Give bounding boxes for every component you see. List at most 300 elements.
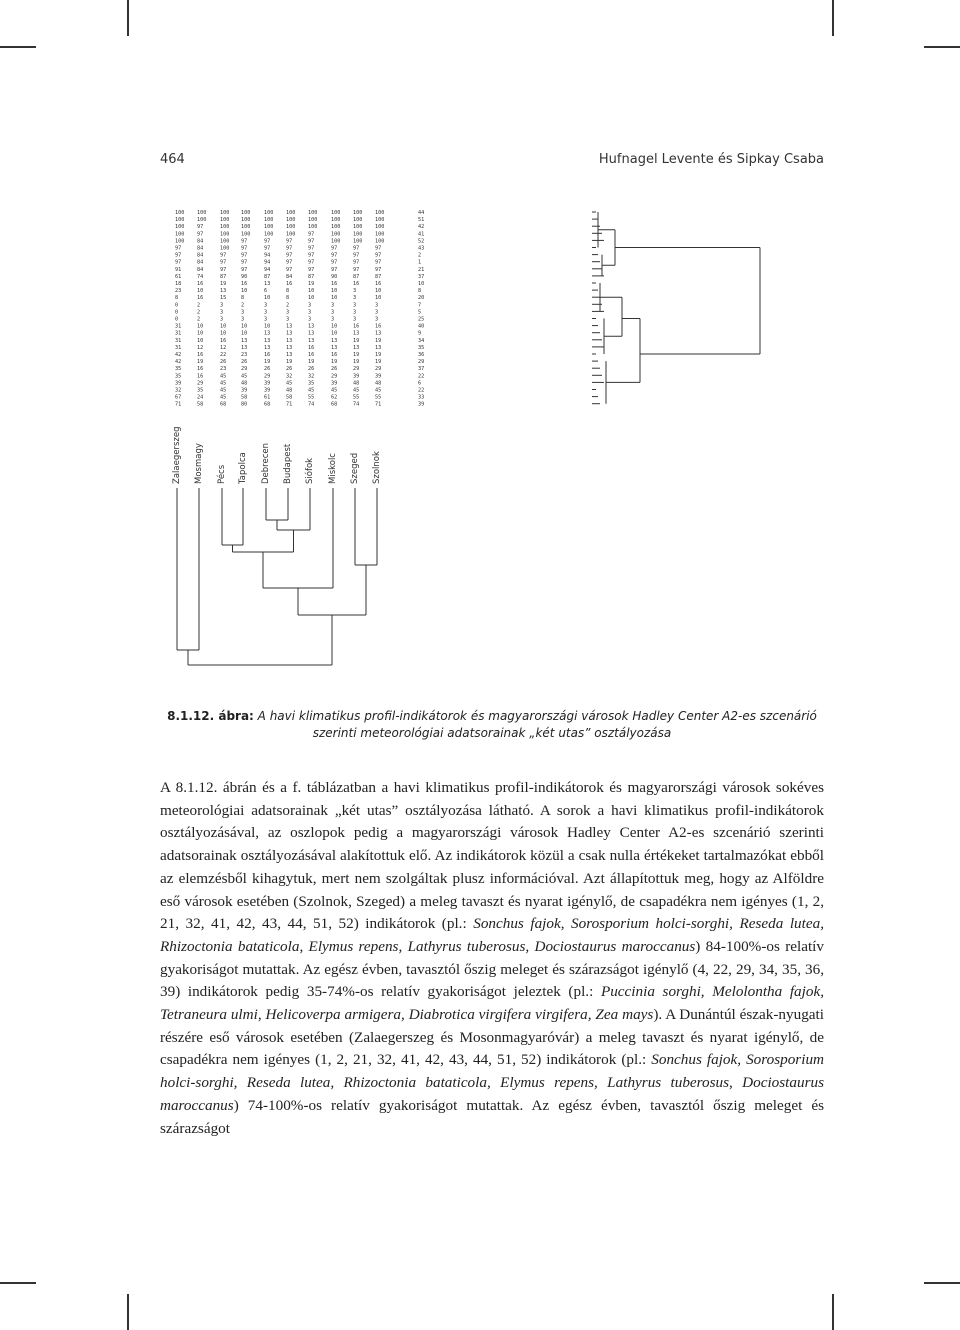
value-cell: 100 (286, 224, 296, 231)
value-cell: 22 (220, 352, 227, 358)
value-cell: 100 (241, 217, 251, 224)
value-cell: 97 (241, 266, 248, 273)
value-cell: 3 (241, 316, 245, 323)
value-cell: 84 (197, 245, 204, 252)
value-cell: 31 (175, 330, 182, 337)
value-cell: 39 (264, 380, 271, 387)
value-cell: 100 (331, 217, 341, 224)
value-cell: 84 (197, 266, 204, 273)
value-cell: 0 (175, 309, 179, 316)
value-cell: 31 (175, 337, 182, 344)
value-cell: 10 (375, 288, 382, 295)
value-cell: 29 (353, 366, 360, 373)
value-cell: 10 (197, 323, 204, 330)
value-cell: 10 (197, 330, 204, 337)
value-cell: 16 (331, 352, 338, 358)
indicator-label: 41 (418, 231, 425, 238)
value-cell: 100 (264, 210, 274, 216)
value-cell: 39 (375, 373, 382, 380)
value-cell: 100 (220, 245, 230, 252)
value-cell: 97 (353, 266, 360, 273)
value-cell: 97 (286, 252, 293, 259)
value-cell: 97 (241, 245, 248, 252)
value-cell: 26 (308, 366, 315, 373)
value-cell: 16 (197, 281, 204, 287)
indicator-label: 22 (418, 373, 425, 380)
value-cell: 16 (308, 352, 315, 358)
value-cell: 97 (220, 266, 227, 273)
value-cell: 97 (286, 259, 293, 266)
value-cell: 97 (241, 252, 248, 259)
value-cell: 97 (175, 259, 182, 266)
page-number: 464 (160, 152, 185, 167)
value-cell: 13 (264, 344, 271, 351)
value-cell: 100 (286, 217, 296, 224)
value-cell: 39 (353, 373, 360, 380)
value-cell: 55 (308, 394, 315, 401)
value-cell: 71 (286, 401, 293, 408)
value-cell: 26 (286, 366, 293, 373)
value-cell: 68 (331, 401, 338, 408)
value-cell: 100 (308, 217, 318, 224)
value-cell: 100 (331, 210, 341, 216)
value-cell: 97 (220, 259, 227, 266)
value-cell: 3 (264, 302, 268, 309)
value-cell: 84 (197, 238, 204, 245)
value-cell: 24 (197, 394, 204, 401)
value-cell: 3 (353, 309, 357, 316)
value-cell: 62 (331, 394, 338, 401)
value-cell: 100 (175, 231, 185, 238)
value-cell: 3 (264, 309, 268, 316)
value-cell: 97 (331, 245, 338, 252)
value-cell: 97 (286, 245, 293, 252)
value-cell: 87 (308, 273, 315, 280)
value-cell: 16 (197, 352, 204, 358)
value-cell: 100 (375, 224, 385, 231)
value-cell: 8 (286, 295, 290, 302)
running-header (160, 152, 824, 172)
value-cell: 97 (197, 231, 204, 238)
value-cell: 16 (353, 281, 360, 287)
body-italic-species-2: Puccinia sorghi, Melolontha fajok, Tetraneura ulmi, Helicoverpa armigera, Diabrotica virgifera virgifera, Zea mays (160, 983, 825, 1024)
value-cell: 19 (331, 359, 338, 366)
value-cell: 58 (197, 401, 204, 408)
value-cell: 55 (375, 394, 382, 401)
value-cell: 94 (264, 252, 271, 259)
value-cell: 3 (375, 309, 379, 316)
value-cell: 84 (286, 273, 293, 280)
value-cell: 97 (331, 252, 338, 259)
value-cell: 45 (331, 387, 338, 394)
value-cell: 100 (175, 238, 185, 245)
crop-mark-top-left-v (127, 0, 129, 36)
value-cell: 45 (241, 373, 248, 380)
value-cell: 87 (353, 273, 360, 280)
crop-mark-bottom-right-h (924, 1282, 960, 1284)
indicator-label: 42 (418, 224, 425, 231)
value-cell: 97 (353, 252, 360, 259)
value-cell: 100 (264, 217, 274, 224)
value-cell: 19 (375, 359, 382, 366)
value-cell: 55 (353, 394, 360, 401)
value-cell: 68 (264, 401, 271, 408)
value-cell: 19 (375, 337, 382, 344)
value-cell: 3 (375, 302, 379, 309)
value-cell: 100 (241, 210, 251, 216)
value-cell: 2 (241, 302, 245, 309)
indicator-label: 44 (418, 210, 425, 216)
value-cell: 39 (331, 380, 338, 387)
value-cell: 100 (375, 238, 385, 245)
value-cell: 13 (241, 337, 248, 344)
value-cell: 35 (175, 366, 182, 373)
indicator-label: 43 (418, 245, 425, 252)
value-cell: 13 (241, 344, 248, 351)
value-cell: 6 (264, 288, 268, 295)
value-cell: 3 (331, 309, 335, 316)
value-cell: 16 (264, 352, 271, 358)
value-cell: 97 (286, 238, 293, 245)
value-cell: 97 (308, 266, 315, 273)
indicator-label: 2 (418, 252, 422, 259)
value-cell: 13 (220, 288, 227, 295)
value-cell: 13 (286, 323, 293, 330)
value-cell: 16 (353, 323, 360, 330)
value-cell: 19 (375, 352, 382, 358)
value-cell: 100 (331, 231, 341, 238)
value-cell: 45 (220, 373, 227, 380)
value-cell: 18 (175, 281, 182, 287)
value-cell: 100 (308, 210, 318, 216)
indicator-label: 35 (418, 344, 425, 351)
value-cell: 100 (286, 210, 296, 216)
value-cell: 3 (241, 309, 245, 316)
indicator-label: 29 (418, 359, 425, 366)
value-cell: 100 (220, 224, 230, 231)
indicator-label: 37 (418, 273, 425, 280)
value-cell: 3 (220, 309, 224, 316)
value-cell: 29 (264, 373, 271, 380)
value-cell: 45 (375, 387, 382, 394)
value-cell: 97 (375, 259, 382, 266)
value-cell: 45 (308, 387, 315, 394)
indicator-label: 10 (418, 281, 425, 287)
value-cell: 31 (175, 344, 182, 351)
crop-mark-bottom-left-h (0, 1282, 36, 1284)
value-cell: 100 (308, 224, 318, 231)
value-cell: 45 (286, 380, 293, 387)
value-cell: 35 (197, 387, 204, 394)
value-cell: 100 (353, 231, 363, 238)
value-cell: 2 (197, 316, 201, 323)
value-cell: 3 (220, 316, 224, 323)
indicator-label: 36 (418, 352, 425, 358)
value-cell: 80 (241, 401, 248, 408)
indicator-label: 51 (418, 217, 425, 224)
value-cell: 3 (353, 288, 357, 295)
value-cell: 13 (308, 337, 315, 344)
value-cell: 23 (241, 352, 248, 358)
value-cell: 94 (264, 259, 271, 266)
value-cell: 97 (264, 245, 271, 252)
value-cell: 8 (286, 288, 290, 295)
value-cell: 100 (353, 238, 363, 245)
value-cell: 16 (220, 337, 227, 344)
value-cell: 10 (197, 288, 204, 295)
value-cell: 10 (375, 295, 382, 302)
crop-mark-top-right-h (924, 46, 960, 48)
value-cell: 3 (220, 302, 224, 309)
value-cell: 39 (264, 387, 271, 394)
value-cell: 13 (331, 344, 338, 351)
value-cell: 71 (175, 401, 182, 408)
value-cell: 74 (308, 401, 315, 408)
value-cell: 97 (197, 224, 204, 231)
two-way-classification-figure (160, 200, 824, 690)
value-cell: 90 (241, 273, 248, 280)
value-cell: 19 (353, 352, 360, 358)
value-cell: 19 (353, 337, 360, 344)
value-cell: 87 (264, 273, 271, 280)
value-cell: 29 (197, 380, 204, 387)
value-cell: 13 (375, 344, 382, 351)
value-cell: 100 (197, 210, 207, 216)
value-cell: 100 (175, 224, 185, 231)
value-cell: 10 (241, 323, 248, 330)
value-cell: 19 (308, 359, 315, 366)
indicator-label: 6 (418, 380, 422, 387)
city-label: Zalaegerszeg (172, 426, 182, 484)
value-cell: 97 (286, 266, 293, 273)
value-cell: 87 (375, 273, 382, 280)
value-cell: 15 (220, 295, 227, 302)
value-cell: 32 (308, 373, 315, 380)
value-cell: 2 (197, 302, 201, 309)
value-cell: 100 (220, 238, 230, 245)
value-cell: 3 (331, 302, 335, 309)
value-cell: 48 (353, 380, 360, 387)
value-cell: 10 (241, 330, 248, 337)
value-cell: 2 (197, 309, 201, 316)
city-label: Miskolc (328, 453, 338, 484)
value-cell: 26 (220, 359, 227, 366)
value-cell: 100 (175, 210, 185, 216)
value-cell: 97 (308, 252, 315, 259)
indicator-label: 25 (418, 316, 425, 323)
value-cell: 10 (220, 323, 227, 330)
city-label: Budapest (283, 443, 293, 484)
value-cell: 13 (264, 337, 271, 344)
value-cell: 39 (175, 380, 182, 387)
value-cell: 84 (197, 259, 204, 266)
value-cell: 48 (286, 387, 293, 394)
body-text-2: ) 84-100%-os relatív gyakoriságot mutattak. Az egész évben, tavasztól őszig meleget és szárazságot igénylő (4, 22, 29, 34, 35, 36, 39) indikátorok pedig 35-74%-os relatív gyakoriságot jeleztek (pl.: (160, 937, 824, 1001)
city-label: Debrecen (261, 443, 271, 484)
dendrogram-figure-svg (160, 200, 824, 690)
value-cell: 29 (241, 366, 248, 373)
value-cell: 16 (375, 323, 382, 330)
indicator-label: 39 (418, 401, 425, 408)
figure-caption (160, 708, 824, 742)
value-cell: 45 (220, 387, 227, 394)
value-cell: 97 (353, 245, 360, 252)
value-cell: 58 (241, 394, 248, 401)
value-cell: 26 (264, 366, 271, 373)
indicator-label: 1 (418, 259, 422, 266)
value-cell: 32 (286, 373, 293, 380)
body-italic-species-1: Sonchus fajok, Sorosporium holci-sorghi, Reseda lutea, Rhizoctonia bataticola, Elymus repens, Lathyrus tuberosus, Dociostaurus maroccanus (160, 915, 825, 955)
value-cell: 2 (286, 302, 290, 309)
value-cell: 8 (175, 295, 179, 302)
indicator-label: 9 (418, 330, 422, 337)
value-cell: 67 (175, 394, 182, 401)
indicator-label: 7 (418, 302, 422, 309)
crop-mark-bottom-left-v (127, 1294, 129, 1330)
value-cell: 61 (175, 273, 182, 280)
value-cell: 97 (308, 259, 315, 266)
value-cell: 10 (331, 295, 338, 302)
caption-text: A havi klimatikus profil-indikátorok és magyarországi városok Hadley Center A2-es szcenárió szerinti meteorológiai adatsorainak „két utas” osztályozása (253, 709, 817, 740)
value-cell: 58 (286, 394, 293, 401)
value-cell: 100 (241, 231, 251, 238)
value-cell: 68 (220, 401, 227, 408)
indicator-label: 5 (418, 309, 422, 316)
indicator-label: 33 (418, 394, 425, 401)
value-cell: 100 (375, 217, 385, 224)
value-cell: 19 (220, 281, 227, 287)
value-cell: 100 (220, 217, 230, 224)
value-cell: 100 (286, 231, 296, 238)
value-cell: 16 (197, 295, 204, 302)
value-cell: 97 (241, 238, 248, 245)
value-cell: 13 (353, 330, 360, 337)
crop-mark-bottom-right-v (832, 1294, 834, 1330)
value-cell: 97 (375, 245, 382, 252)
indicator-label: 52 (418, 238, 425, 245)
value-cell: 97 (353, 259, 360, 266)
value-cell: 74 (197, 273, 204, 280)
indicator-label: 21 (418, 266, 425, 273)
value-cell: 100 (375, 210, 385, 216)
crop-mark-top-right-v (832, 0, 834, 36)
value-cell: 100 (220, 231, 230, 238)
value-cell: 10 (264, 323, 271, 330)
value-cell: 97 (220, 252, 227, 259)
value-cell: 3 (264, 316, 268, 323)
value-cell: 31 (175, 323, 182, 330)
value-cell: 48 (241, 380, 248, 387)
value-cell: 97 (308, 231, 315, 238)
city-label: Szolnok (372, 451, 382, 484)
value-cell: 90 (331, 273, 338, 280)
value-cell: 97 (375, 252, 382, 259)
value-cell: 19 (308, 281, 315, 287)
value-cell: 74 (353, 401, 360, 408)
value-cell: 3 (331, 316, 335, 323)
value-cell: 23 (175, 288, 182, 295)
value-cell: 10 (331, 323, 338, 330)
value-cell: 10 (220, 330, 227, 337)
value-cell: 61 (264, 394, 271, 401)
value-cell: 100 (353, 217, 363, 224)
value-cell: 97 (375, 266, 382, 273)
value-cell: 39 (241, 387, 248, 394)
indicator-label: 40 (418, 323, 425, 330)
value-cell: 3 (308, 316, 312, 323)
body-text-4: ) 74-100%-os relatív gyakoriságot mutattak. Az egész évben, tavasztól őszig meleget és szárazságot (160, 1096, 824, 1137)
value-cell: 13 (375, 330, 382, 337)
value-cell: 0 (175, 316, 179, 323)
value-cell: 3 (353, 302, 357, 309)
value-cell: 3 (308, 302, 312, 309)
value-cell: 45 (353, 387, 360, 394)
value-cell: 10 (264, 295, 271, 302)
value-cell: 100 (197, 217, 207, 224)
city-label: Mosmagy (194, 443, 204, 484)
value-cell: 35 (308, 380, 315, 387)
value-cell: 100 (175, 217, 185, 224)
value-cell: 13 (286, 352, 293, 358)
value-cell: 29 (375, 366, 382, 373)
value-cell: 10 (331, 288, 338, 295)
city-label: Tapolca (238, 452, 248, 484)
caption-label: 8.1.12. ábra: (167, 709, 254, 723)
body-paragraph (160, 777, 824, 1140)
value-cell: 13 (286, 330, 293, 337)
value-cell: 19 (353, 359, 360, 366)
value-cell: 10 (197, 337, 204, 344)
indicator-label: 20 (418, 295, 425, 302)
value-cell: 97 (331, 259, 338, 266)
value-cell: 94 (264, 266, 271, 273)
value-cell: 29 (331, 373, 338, 380)
value-cell: 100 (353, 224, 363, 231)
value-cell: 12 (197, 344, 204, 351)
value-cell: 16 (286, 281, 293, 287)
value-cell: 35 (175, 373, 182, 380)
value-cell: 13 (264, 330, 271, 337)
value-cell: 100 (331, 224, 341, 231)
value-cell: 16 (308, 344, 315, 351)
value-cell: 100 (264, 224, 274, 231)
value-cell: 19 (286, 359, 293, 366)
city-label: Siófok (305, 457, 315, 484)
value-cell: 26 (241, 359, 248, 366)
value-cell: 100 (264, 231, 274, 238)
value-cell: 19 (197, 359, 204, 366)
value-cell: 16 (375, 281, 382, 287)
value-cell: 84 (197, 252, 204, 259)
value-cell: 13 (331, 337, 338, 344)
indicator-label: 22 (418, 387, 425, 394)
value-cell: 42 (175, 359, 182, 366)
value-cell: 3 (308, 309, 312, 316)
value-cell: 16 (241, 281, 248, 287)
value-cell: 97 (175, 252, 182, 259)
indicator-label: 8 (418, 288, 422, 295)
value-cell: 100 (375, 231, 385, 238)
value-cell: 97 (241, 259, 248, 266)
value-cell: 16 (197, 366, 204, 373)
value-cell: 100 (353, 210, 363, 216)
value-cell: 12 (220, 344, 227, 351)
body-italic-species-3: Sonchus fajok, Sorosporium holci-sorghi, Reseda lutea, Rhizoctonia bataticola, Elymus repens, Lathyrus tuberosus, Dociostaurus maroccanus (160, 1051, 824, 1114)
value-cell: 91 (175, 266, 182, 273)
value-cell: 13 (353, 344, 360, 351)
value-cell: 19 (264, 359, 271, 366)
indicator-label: 37 (418, 366, 425, 373)
